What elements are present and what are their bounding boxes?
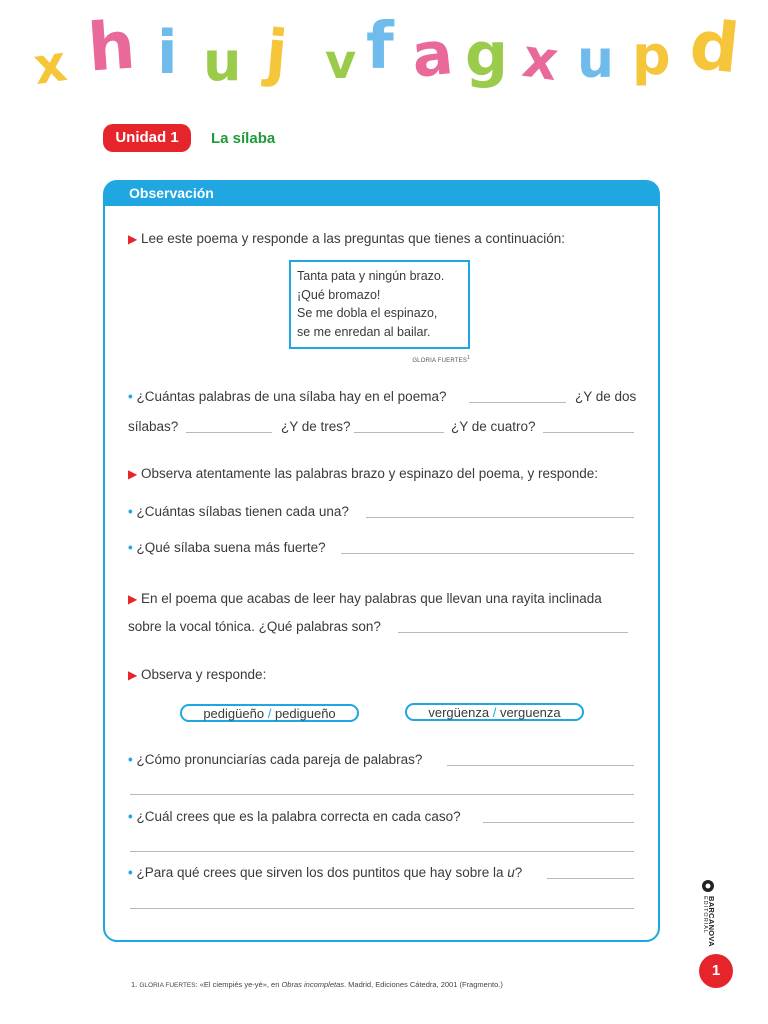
answer-line[interactable]: [398, 632, 628, 633]
unit-badge: Unidad 1: [103, 124, 191, 152]
page-number: 1: [699, 954, 733, 988]
answer-line[interactable]: [547, 878, 634, 879]
bullet-dot-icon: •: [128, 389, 133, 404]
word: pedigueño: [274, 706, 336, 721]
answer-line[interactable]: [483, 822, 634, 823]
q4-intro: [128, 667, 266, 682]
word: vergüenza: [428, 705, 490, 720]
q4-c-text: ¿Para qué crees que sirven los dos puntitos que hay sobre la: [136, 865, 508, 880]
bullet-triangle-icon: ▶: [128, 232, 138, 246]
word: verguenza: [499, 705, 561, 720]
bullet-triangle-icon: ▶: [128, 467, 138, 481]
poem-footnote-ref: 1: [467, 355, 470, 361]
answer-line[interactable]: [469, 402, 566, 403]
banner-letter: f: [366, 10, 394, 84]
bullet-dot-icon: •: [128, 752, 133, 767]
poem-line: Tanta pata y ningún brazo.: [297, 269, 445, 283]
answer-line[interactable]: [447, 765, 634, 766]
q4-b-text: ¿Cuál crees que es la palabra correcta en cada caso?: [136, 809, 461, 824]
word-pair-pill-1: [180, 704, 359, 722]
q2-intro: [128, 466, 598, 481]
answer-line[interactable]: [130, 794, 634, 795]
q1-text-4: ¿Y de tres?: [281, 419, 351, 434]
banner-letter: x: [30, 34, 71, 96]
intro-line: [128, 231, 565, 246]
q3-text-1: En el poema que acabas de leer hay palabras que llevan una rayita inclinada: [141, 591, 602, 606]
q2-intro-text: Observa atentamente las palabras brazo y espinazo del poema, y responde:: [141, 466, 599, 481]
bullet-triangle-icon: ▶: [128, 668, 138, 682]
footnote-author: GLORIA FUERTES: [139, 982, 196, 989]
banner-letter: g: [465, 20, 508, 90]
banner-letter: p: [632, 24, 671, 87]
poem-author: GLORIA FUERTES: [412, 358, 468, 364]
q1-text-5: ¿Y de cuatro?: [451, 419, 536, 434]
q4-a-text: ¿Cómo pronunciarías cada pareja de palabras?: [136, 752, 423, 767]
publisher-name: BARCANOVA: [707, 896, 716, 947]
q1-text-3: sílabas?: [128, 419, 179, 434]
answer-line[interactable]: [130, 851, 634, 852]
q1-line-1: [128, 389, 446, 404]
footnote-text-2: . Madrid, Ediciones Cátedra, 2001 (Fragmento.): [344, 980, 503, 989]
q1-text: ¿Cuántas palabras de una sílaba hay en el poema?: [136, 389, 447, 404]
banner-letter: x: [518, 25, 563, 94]
bullet-dot-icon: •: [128, 809, 133, 824]
q1-text-2: ¿Y de dos: [575, 389, 637, 404]
q2-b: [128, 540, 326, 555]
bullet-dot-icon: •: [128, 865, 133, 880]
bullet-dot-icon: •: [128, 540, 133, 555]
poem-box: [289, 260, 470, 349]
section-title: Observación: [129, 185, 214, 201]
answer-line[interactable]: [186, 432, 272, 433]
q4-c-end: ?: [514, 865, 523, 880]
footnote-num: 1.: [131, 980, 138, 989]
word-pair-pill-2: [405, 703, 584, 721]
q2-b-text: ¿Qué sílaba suena más fuerte?: [136, 540, 326, 555]
poem-line: se me enredan al bailar.: [297, 324, 431, 339]
q4-a: [128, 752, 422, 767]
banner-letter: j: [262, 15, 291, 90]
q2-a: [128, 504, 349, 519]
q3-text-2: sobre la vocal tónica. ¿Qué palabras son?: [128, 619, 381, 634]
footnote-book: Obras incompletas: [281, 980, 344, 989]
q3-line-1: [128, 591, 602, 606]
letter-banner: [0, 0, 768, 100]
publisher-logo: [699, 878, 729, 947]
poem-credit: [370, 355, 470, 364]
poem-line: ¡Qué bromazo!: [297, 287, 381, 302]
bullet-dot-icon: •: [128, 504, 133, 519]
q4-c: [128, 865, 522, 880]
publisher-sub: EDITORIAL: [702, 896, 708, 934]
poem-line: Se me dobla el espinazo,: [297, 306, 438, 320]
section-header: [105, 182, 658, 206]
banner-letter: i: [157, 18, 178, 88]
answer-line[interactable]: [354, 432, 444, 433]
slash-separator: /: [492, 705, 497, 720]
banner-letter: u: [203, 30, 242, 93]
q2-a-text: ¿Cuántas sílabas tienen cada una?: [136, 504, 349, 519]
answer-line[interactable]: [130, 908, 634, 909]
answer-line[interactable]: [341, 553, 634, 554]
banner-letter: v: [325, 34, 357, 90]
banner-letter: u: [577, 30, 615, 90]
slash-separator: /: [267, 706, 272, 721]
banner-letter: h: [85, 6, 138, 87]
footnote: [131, 980, 503, 989]
word: pedigüeño: [203, 706, 265, 721]
q4-b: [128, 809, 461, 824]
q4-intro-text: Observa y responde:: [141, 667, 267, 682]
answer-line[interactable]: [543, 432, 634, 433]
bullet-triangle-icon: ▶: [128, 592, 138, 606]
unit-title: La sílaba: [211, 130, 276, 147]
answer-line[interactable]: [366, 517, 634, 518]
banner-letter: d: [686, 5, 743, 90]
banner-letter: a: [408, 18, 457, 92]
q4-c-letter: u: [507, 865, 515, 880]
intro-text: Lee este poema y responde a las preguntas que tienes a continuación:: [141, 231, 566, 246]
footnote-text-1: : «El ciempiés ye-yé», en: [195, 980, 282, 989]
